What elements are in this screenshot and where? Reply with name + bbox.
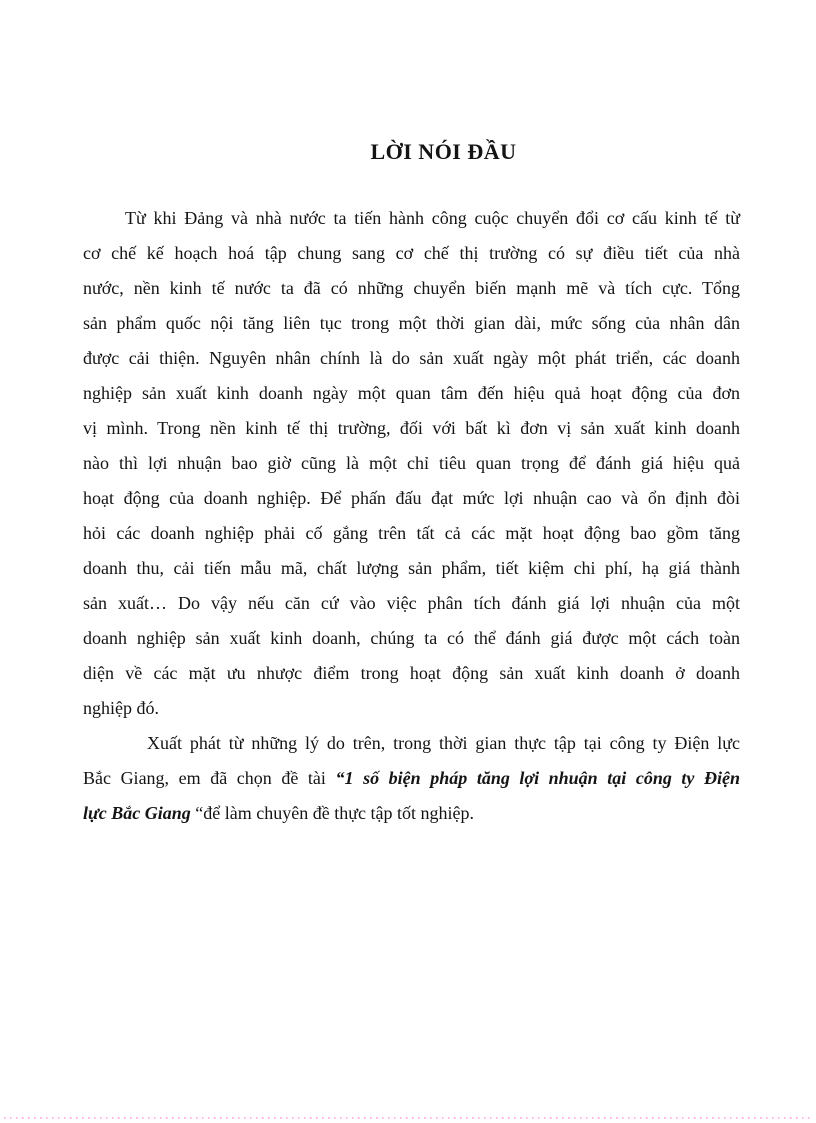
text-segment: diện về các mặt ưu nhược điểm trong hoạt động sản xuất kinh doanh ở doanh: [83, 663, 740, 683]
intro-paragraph-line-14: [83, 656, 740, 691]
intro-paragraph-line-11: [83, 551, 740, 586]
text-segment: cơ chế kế hoạch hoá tập chung sang cơ chế thị trường có sự điều tiết của nhà: [83, 243, 740, 263]
topic-paragraph-line-1: [83, 726, 740, 761]
text-segment: nghiệp đó.: [83, 698, 159, 718]
document-body: [83, 201, 740, 831]
topic-paragraph-line-2: [83, 761, 740, 796]
intro-paragraph-line-5: [83, 341, 740, 376]
intro-paragraph-line-9: [83, 481, 740, 516]
intro-paragraph-line-3: [83, 271, 740, 306]
intro-paragraph-line-10: [83, 516, 740, 551]
intro-paragraph-line-8: [83, 446, 740, 481]
page-content: [83, 134, 740, 831]
intro-paragraph-line-2: [83, 236, 740, 271]
text-segment: nước, nền kinh tế nước ta đã có những chuyển biến mạnh mẽ và tích cực. Tổng: [83, 278, 740, 298]
intro-paragraph-line-1: [83, 201, 740, 236]
intro-paragraph-line-15: [83, 691, 740, 726]
text-segment: vị mình. Trong nền kinh tế thị trường, đối với bất kì đơn vị sản xuất kinh doanh: [83, 418, 740, 438]
text-segment: sản xuất… Do vậy nếu căn cứ vào việc phân tích đánh giá lợi nhuận của một: [83, 593, 740, 613]
text-segment: nghiệp sản xuất kinh doanh ngày một quan tâm đến hiệu quả hoạt động của đơn: [83, 383, 740, 403]
text-segment: Bắc Giang, em đã chọn đề tài: [83, 768, 336, 788]
intro-paragraph-line-6: [83, 376, 740, 411]
text-segment: doanh nghiệp sản xuất kinh doanh, chúng ta có thể đánh giá được một cách toàn: [83, 628, 740, 648]
thesis-topic-emphasis: “1 số biện pháp tăng lợi nhuận tại công ty Điện: [335, 768, 740, 788]
intro-paragraph-line-7: [83, 411, 740, 446]
text-segment: doanh thu, cải tiến mẫu mã, chất lượng sản phẩm, tiết kiệm chi phí, hạ giá thành: [83, 558, 740, 578]
text-segment: nào thì lợi nhuận bao giờ cũng là một chỉ tiêu quan trọng để đánh giá hiệu quả: [83, 453, 740, 473]
text-segment: sản phẩm quốc nội tăng liên tục trong một thời gian dài, mức sống của nhân dân: [83, 313, 740, 333]
intro-paragraph-line-12: [83, 586, 740, 621]
text-segment: hoạt động của doanh nghiệp. Để phấn đấu đạt mức lợi nhuận cao và ổn định đòi: [83, 488, 740, 508]
text-segment: “để làm chuyên đề thực tập tốt nghiệp.: [195, 803, 474, 823]
text-segment: hỏi các doanh nghiệp phải cố gắng trên tất cả các mặt hoạt động bao gồm tăng: [83, 523, 740, 543]
thesis-topic-emphasis: lực Bắc Giang: [83, 803, 196, 823]
text-segment: được cải thiện. Nguyên nhân chính là do sản xuất ngày một phát triển, các doanh: [83, 348, 740, 368]
page-bottom-dotted-border: [4, 1116, 812, 1119]
intro-paragraph-line-4: [83, 306, 740, 341]
text-segment: Xuất phát từ những lý do trên, trong thời gian thực tập tại công ty Điện lực: [147, 733, 740, 753]
topic-paragraph-line-3: [83, 796, 740, 831]
intro-paragraph-line-13: [83, 621, 740, 656]
text-segment: Từ khi Đảng và nhà nước ta tiến hành công cuộc chuyển đổi cơ cấu kinh tế từ: [125, 208, 740, 228]
document-title: LỜI NÓI ĐẦU: [370, 139, 517, 164]
